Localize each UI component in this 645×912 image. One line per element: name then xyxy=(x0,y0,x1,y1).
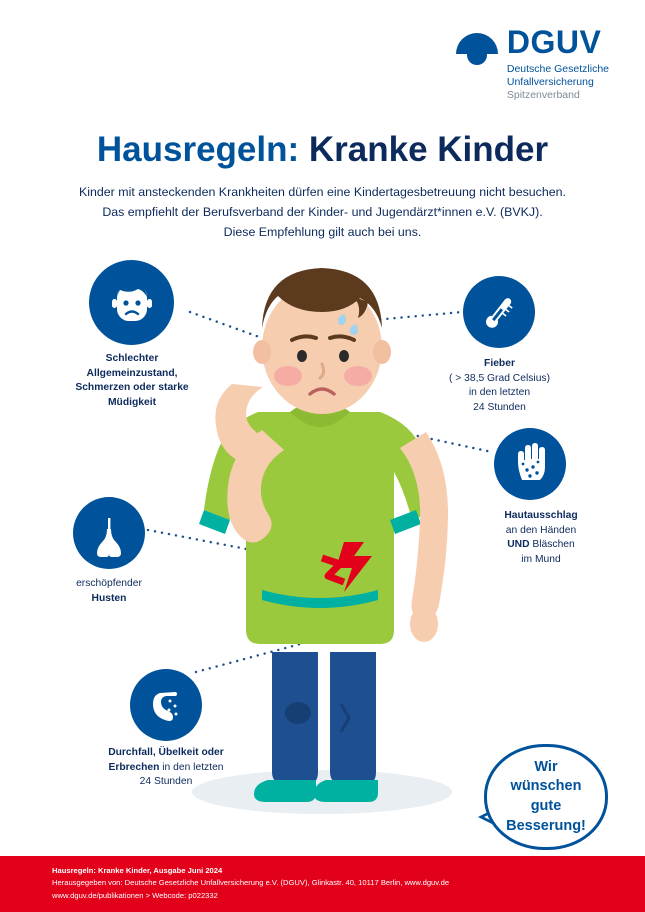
caption-durchfall: Durchfall, Übelkeit oder Erbrechen in den letzten 24 Stunden xyxy=(108,747,224,788)
dguv-logo xyxy=(456,26,609,102)
logo-subtitle-line3: Spitzenverband xyxy=(506,89,580,102)
dguv-logo-text xyxy=(507,26,609,102)
icon-fieber xyxy=(463,276,535,348)
icon-hautausschlag xyxy=(494,428,566,500)
footer-line-1: Hausregeln: Kranke Kinder, Ausgabe Juni 2024 xyxy=(52,866,223,875)
thermometer-icon xyxy=(475,288,523,336)
caption-hautausschlag: Hautausschlag an den Händen UND Bläschen im Mund xyxy=(504,510,578,565)
icon-durchfall xyxy=(130,669,202,741)
logo-subtitle xyxy=(507,63,609,102)
page-title-prefix: Hausregeln: xyxy=(96,130,300,169)
caption-allgemeinzustand: Schlechter Allgemeinzustand, Schmerzen oder starke Müdigkeit xyxy=(75,353,189,408)
page-title xyxy=(0,131,645,170)
rash-hand-icon xyxy=(506,440,554,488)
logo-subtitle-line1: Deutsche Gesetzliche xyxy=(506,63,609,75)
caption-fieber: Fieber ( > 38,5 Grad Celsius) in den letzten 24 Stunden xyxy=(448,358,550,413)
dguv-logo-mark xyxy=(456,29,498,71)
page-title-main: Kranke Kinder xyxy=(308,130,549,169)
subtitle-line-2: Das empfiehlt der Berufsverband der Kinder- und Jugendärzt*innen e.V. (BVKJ). xyxy=(102,205,543,220)
footer-line-2: Herausgegeben von: Deutsche Gesetzliche Unfallversicherung e.V. (DGUV), Glinkastr. 40, 10117 Berlin, www.dguv.de xyxy=(52,878,450,888)
icon-husten xyxy=(73,497,145,569)
caption-husten: erschöpfender Husten xyxy=(76,578,142,604)
footer-line-3: www.dguv.de/publikationen > Webcode: p022332 xyxy=(52,890,218,900)
sad-face-icon xyxy=(104,275,160,331)
page-subtitle xyxy=(0,182,645,242)
icon-allgemeinzustand xyxy=(89,260,174,345)
footer xyxy=(0,856,645,912)
logo-title: DGUV xyxy=(506,24,602,60)
stomach-icon xyxy=(142,681,190,729)
logo-subtitle-line2: Unfallversicherung xyxy=(506,76,594,89)
lungs-icon xyxy=(85,509,133,557)
subtitle-line-3: Diese Empfehlung gilt auch bei uns. xyxy=(223,225,422,240)
subtitle-line-1: Kinder mit ansteckenden Krankheiten dürfen eine Kindertagesbetreuung nicht besuchen. xyxy=(78,185,566,199)
speech-bubble: Wir wünschen gute Besserung! xyxy=(484,744,608,850)
